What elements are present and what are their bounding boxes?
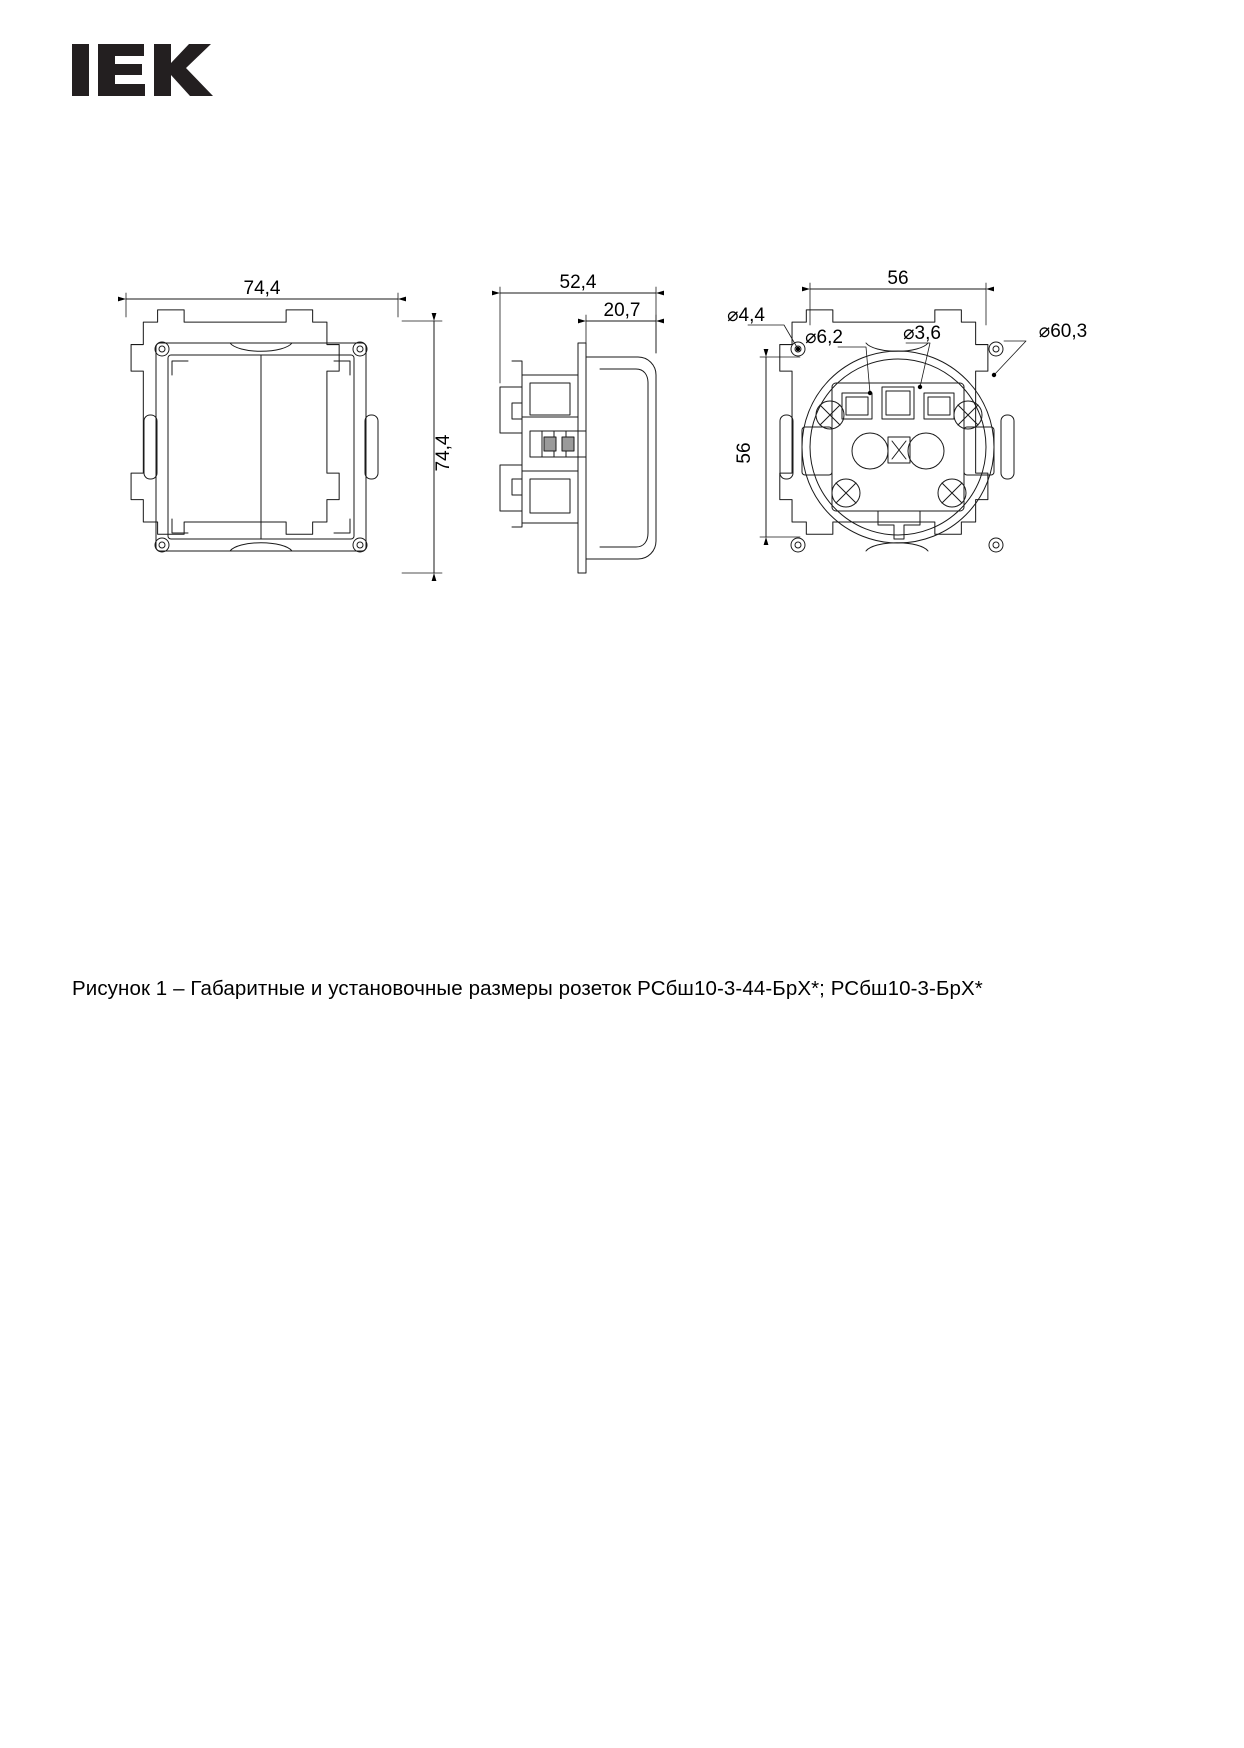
technical-drawing	[60, 265, 1180, 645]
side-view-geometry	[500, 343, 656, 573]
dim-side-part: 20,7	[603, 300, 641, 321]
dim-rear-height: 56	[734, 442, 755, 464]
dim-hole-d: ⌀60,3	[1038, 321, 1088, 342]
dim-side-total: 52,4	[559, 272, 597, 293]
front-view-dimensions	[126, 293, 442, 573]
front-view-geometry	[131, 310, 378, 552]
dim-hole-c: ⌀3,6	[903, 323, 941, 344]
dim-hole-a: ⌀4,4	[727, 305, 765, 326]
figure-caption: Рисунок 1 – Габаритные и установочные размеры розеток РСбш10-3-44-БрХ*; РСбш10-3-БрХ*	[72, 977, 983, 1000]
dim-hole-b: ⌀6,2	[805, 327, 843, 348]
rear-view-dimensions	[748, 283, 1026, 537]
iek-logo	[72, 38, 222, 100]
dim-front-height: 74,4	[433, 434, 454, 472]
dim-front-width: 74,4	[243, 278, 281, 299]
dim-rear-width: 56	[887, 268, 909, 289]
